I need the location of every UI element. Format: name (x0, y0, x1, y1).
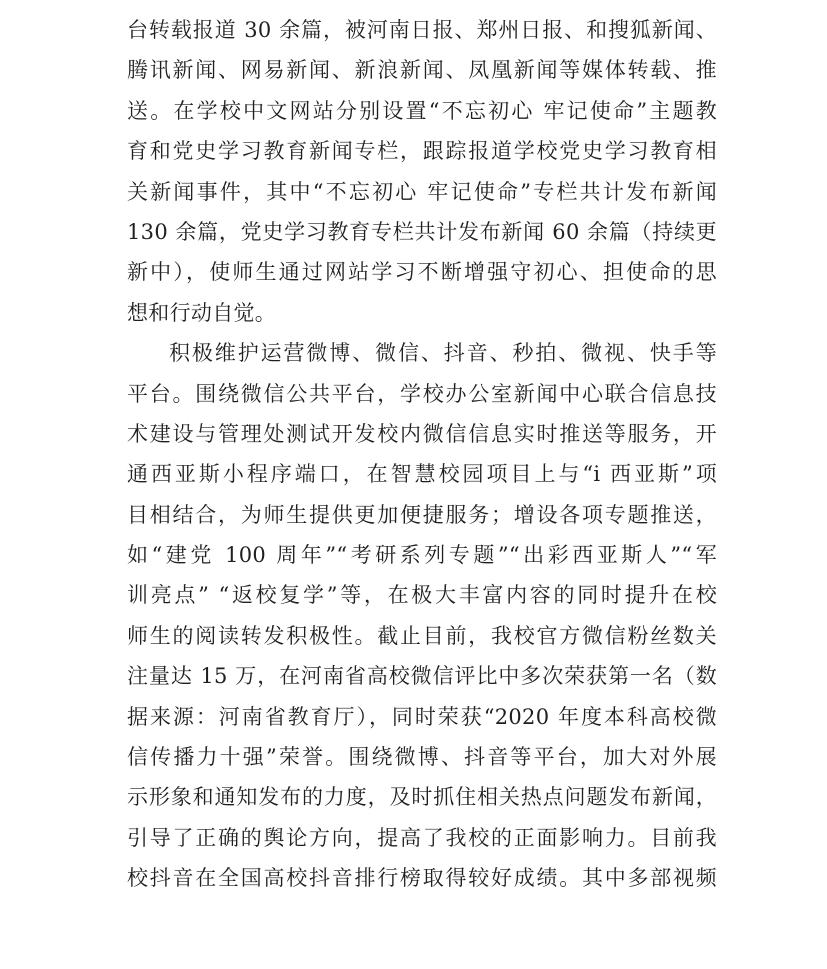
text-line: 信传播力十强”荣誉。围绕微博、抖音等平台，加大对外展 (127, 745, 717, 770)
text-line: 送。在学校中文网站分别设置“不忘初心 牢记使命”主题教 (127, 98, 717, 123)
document-body (127, 10, 717, 899)
text-line: 想和行动自觉。 (127, 300, 277, 325)
text-line: 平台。围绕微信公共平台，学校办公室新闻中心联合信息技 (127, 381, 717, 406)
text-line: 术建设与管理处测试开发校内微信信息实时推送等服务，开 (127, 421, 717, 446)
text-line: 注量达 15 万，在河南省高校微信评比中多次荣获第一名（数 (127, 664, 717, 689)
text-line: 关新闻事件，其中“不忘初心 牢记使命”专栏共计发布新闻 (127, 179, 717, 204)
text-line: 新中），使师生通过网站学习不断增强守初心、担使命的思 (127, 260, 717, 285)
text-line: 腾讯新闻、网易新闻、新浪新闻、凤凰新闻等媒体转载、推 (127, 58, 717, 83)
text-line: 训亮点” “返校复学”等，在极大丰富内容的同时提升在校 (127, 583, 717, 608)
text-line: 130 余篇，党史学习教育专栏共计发布新闻 60 余篇（持续更 (127, 219, 717, 244)
text-line: 示形象和通知发布的力度，及时抓住相关热点问题发布新闻， (127, 785, 717, 810)
text-line: 师生的阅读转发积极性。截止目前，我校官方微信粉丝数关 (127, 623, 717, 648)
text-line: 据来源：河南省教育厅），同时荣获“2020 年度本科高校微 (127, 704, 717, 729)
text-line: 通西亚斯小程序端口，在智慧校园项目上与“i 西亚斯”项 (127, 462, 717, 487)
text-line: 育和党史学习教育新闻专栏，跟踪报道学校党史学习教育相 (127, 139, 717, 164)
text-line: 如“建党 100 周年”“考研系列专题”“出彩西亚斯人”“军 (127, 543, 717, 568)
text-line: 校抖音在全国高校抖音排行榜取得较好成绩。其中多部视频 (127, 866, 717, 891)
text-line: 台转载报道 30 余篇，被河南日报、郑州日报、和搜狐新闻、 (127, 18, 717, 42)
text-line: 目相结合，为师生提供更加便捷服务；增设各项专题推送， (127, 502, 717, 527)
text-line: 引导了正确的舆论方向，提高了我校的正面影响力。目前我 (127, 825, 717, 850)
paragraph-start-line: 积极维护运营微博、微信、抖音、秒拍、微视、快手等 (169, 341, 717, 366)
